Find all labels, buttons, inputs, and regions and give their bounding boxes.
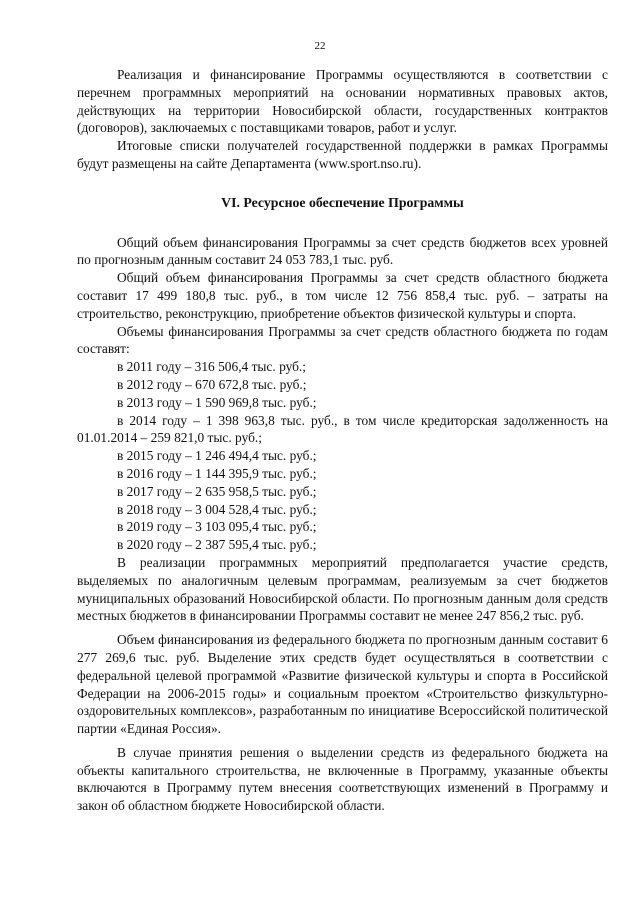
paragraph-municipal-funds: В реализации программных мероприятий предполагается участие средств, выделяемых по аналогичным целевым программам, реализуемым за счет бюджетов муниципальных образований Новосибирской области. По прогнозным данным доля средств местных бюджетов в финансировании Программы составит не менее 247 856,2 тыс. руб. [77, 554, 608, 624]
paragraph-by-years-intro: Объемы финансирования Программы за счет средств областного бюджета по годам составят: [77, 323, 608, 357]
document-body [77, 66, 608, 815]
year-item-2020: в 2020 году – 2 387 595,4 тыс. руб.; [117, 537, 317, 553]
paragraph-implementation: Реализация и финансирование Программы осуществляются в соответствии с перечнем программных мероприятий на основании нормативных правовых актов, действующих на территории Новосибирской области, государственных контрактов (договоров), заключаемых с поставщиками товаров, работ и услуг. [77, 67, 608, 136]
page-number: 22 [314, 40, 326, 52]
year-item-2015: в 2015 году – 1 246 494,4 тыс. руб.; [117, 448, 317, 464]
year-item-2013: в 2013 году – 1 590 969,8 тыс. руб.; [117, 394, 317, 410]
year-list [77, 358, 608, 554]
year-item-2011: в 2011 году – 316 506,4 тыс. руб.; [117, 359, 306, 375]
year-item-2017: в 2017 году – 2 635 958,5 тыс. руб.; [117, 483, 317, 499]
section-heading: VI. Ресурсное обеспечение Программы [221, 194, 464, 210]
paragraph-total-financing: Общий объем финансирования Программы за счет средств бюджетов всех уровней по прогнозным данным составит 24 053 783,1 тыс. руб. [77, 234, 608, 268]
paragraph-recipient-lists: Итоговые списки получателей государственной поддержки в рамках Программы будут размещены на сайте Департамента (www.sport.nso.ru). [77, 138, 608, 171]
year-item-2019: в 2019 году – 3 103 095,4 тыс. руб.; [117, 519, 317, 535]
year-item-2018: в 2018 году – 3 004 528,4 тыс. руб.; [117, 501, 317, 517]
paragraph-capital-construction: В случае принятия решения о выделении средств из федерального бюджета на объекты капитального строительства, не включенные в Программу, указанные объекты включаются в Программу путем внесения соответствующих изменений в Программу и закон об областном бюджете Новосибирской области. [77, 744, 608, 814]
year-item-2014: в 2014 году – 1 398 963,8 тыс. руб., в том числе кредиторская задолженность на 01.01.2014 – 259 821,0 тыс. руб.; [77, 412, 608, 446]
year-item-2012: в 2012 году – 670 672,8 тыс. руб.; [117, 376, 307, 392]
paragraph-federal-budget: Объем финансирования из федерального бюджета по прогнозным данным составит 6 277 269,6 тыс. руб. Выделение этих средств будет осуществляться в соответствии с федеральной целевой программой «Развитие физической культуры и спорта в Российской Федерации на 2006-2015 годы» и социальным проектом «Строительство физкультурно-оздоровительных комплексов», разработанным по инициативе Всероссийской политической партии «Единая Россия». [77, 632, 608, 737]
paragraph-regional-budget: Общий объем финансирования Программы за счет средств областного бюджета составит 17 499 180,8 тыс. руб., в том числе 12 756 858,4 тыс. руб. – затраты на строительство, реконструкцию, приобретение объектов физической культуры и спорта. [77, 270, 608, 321]
year-item-2016: в 2016 году – 1 144 395,9 тыс. руб.; [117, 465, 317, 481]
